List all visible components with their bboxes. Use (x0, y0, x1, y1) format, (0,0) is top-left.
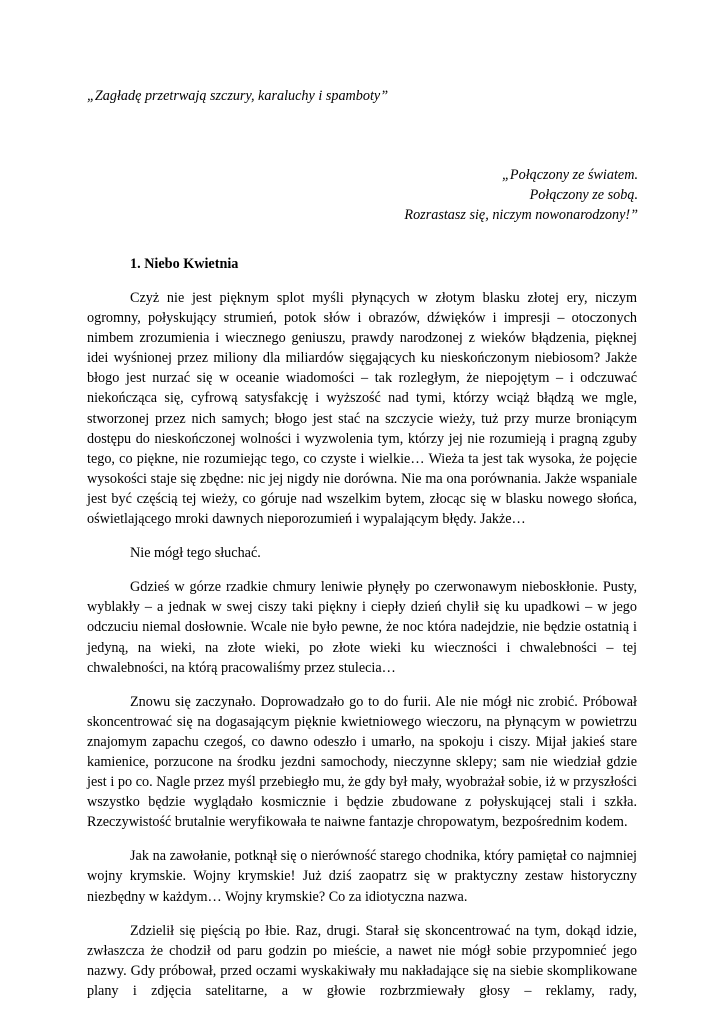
paragraph: Jak na zawołanie, potknął się o nierówność starego chodnika, który pamiętał co najmniej wojny krymskie. Wojny krymskie! Już dziś zaopatrz się w praktyczny zestaw historyczny niezbędny w każdym… Wojny krymskie? Co za idiotyczna nazwa. (87, 848, 637, 905)
motto (404, 165, 638, 225)
chapter-heading: 1. Niebo Kwietnia (130, 256, 239, 272)
paragraph: Zdzielił się pięścią po łbie. Raz, drugi. Starał się skoncentrować na tym, dokąd idzie, zwłaszcza że chodził od paru godzin po mieście, a nawet nie mógł sobie przypomnieć jego nazwy. Gdy próbował, przed oczami wyskakiwały mu nakładające się na siebie skomplikowane plany i zdjęcia satelitarne, a w głowie rozbrzmiewały głosy – reklamy, rady, (87, 922, 637, 999)
paragraph: Gdzieś w górze rzadkie chmury leniwie płynęły po czerwonawym nieboskłonie. Pusty, wyblakły – a jednak w swej ciszy taki piękny i ciepły dzień chylił się ku upadkowi – w jego odczuciu niemal dosłownie. Wcale nie było pewne, że noc która nadejdzie, nie będzie ostatnią i jedyną, na wieki, na złote wieki, po złote wieki ku wieczności i chwalebności – tej chwalebności, na którą pracowaliśmy przez stulecia… (87, 579, 637, 676)
body-text (87, 288, 637, 1015)
epigraph: „Zagładę przetrwają szczury, karaluchy i spamboty” (87, 88, 389, 104)
paragraph: Czyż nie jest pięknym splot myśli płynących w złotym blasku złotej ery, niczym ogromny, połyskujący strumień, potok słów i obrazów, dźwięków i impresji – otoczonych nimbem zrozumienia i wiecznego geniuszu, prawdy narodzonej z wieków błądzenia, pięknej idei wyśnionej przez miliony dla miliardów sięgających ku nieskończonym niebiosom? Jakże błogo jest nurzać się w oceanie wiadomości – tak rozległym, że niepojętym – i odczuwać niekończąca się, cyfrową satysfakcję i wyższość nad tymi, którzy wciąż błądzą we mgle, stworzonej przez nich samych; błogo jest stać na szczycie wieży, tuż przy murze broniącym dostępu do nieskończonej wolności i wyzwolenia tym, którzy jej nie rozumieją i pragną zguby tego, co piękne, nie rozumiejąc tego, co czyste i wielkie… Wieża ta jest tak wysoka, że pojęcie wysokości staje się zbędne: nic jej nigdy nie dorówna. Nie ma ona porównania. Jakże wspaniale jest być częścią tej wieży, co góruje nad wszelkim bytem, złocąc się w blasku nowego słońca, oświetlającego mroki dawnych nieporozumień i wypalającym błędy. Jakże… (87, 290, 637, 528)
motto-line-1: „Połączony ze światem. (502, 167, 638, 183)
paragraph: Nie mógł tego słuchać. (130, 545, 261, 562)
paragraph: Znowu się zaczynało. Doprowadzało go to do furii. Ale nie mógł nic zrobić. Próbował skoncentrować się na dogasającym pięknie kwietniowego wieczoru, na płynącym w powietrzu znajomym zapachu czegoś, co dawno odeszło i umarło, na spokoju i ciszy. Mijał jakieś stare kamienice, porzucone na środku jezdni samochody, nieczynne sklepy; sam nie wiedział gdzie jest i po co. Nagle przez myśl przebiegło mu, że gdy był mały, wyobrażał sobie, iż w przyszłości wszystko będzie wyglądało kosmicznie i będzie zbudowane z połyskującej stali i szkła. Rzeczywistość brutalnie weryfikowała te naiwne fantazje chropowatym, bezpośrednim kodem. (87, 693, 637, 831)
motto-line-2: Połączony ze sobą. (529, 187, 638, 203)
motto-line-3: Rozrastasz się, niczym nowonarodzony!” (404, 207, 638, 223)
